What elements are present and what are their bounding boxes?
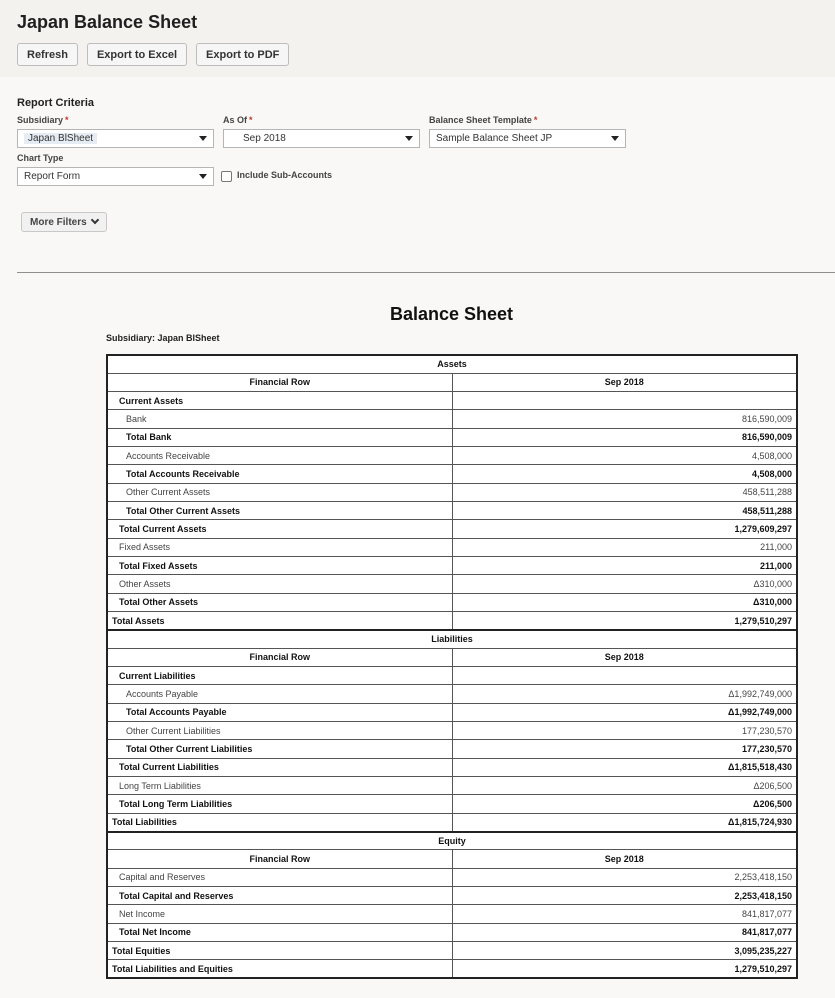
table-row — [107, 722, 797, 740]
table-row — [107, 612, 797, 630]
table-row — [107, 575, 797, 593]
more-filters-label: More Filters — [30, 216, 87, 228]
subsidiary-label: Subsidiary * — [17, 115, 69, 125]
more-filters-button[interactable] — [21, 212, 107, 232]
criteria-title: Report Criteria — [17, 97, 95, 109]
subsidiary-select[interactable] — [17, 129, 214, 148]
include-sub-accounts-checkbox[interactable] — [221, 171, 232, 182]
as-of-value: Sep 2018 — [243, 133, 286, 144]
row-value: Δ1,992,749,000 — [452, 703, 797, 721]
row-value: Δ1,992,749,000 — [452, 685, 797, 703]
table-row — [107, 777, 797, 795]
row-value: Δ1,815,518,430 — [452, 758, 797, 776]
row-value: Δ206,500 — [452, 795, 797, 813]
row-value: 841,817,077 — [452, 905, 797, 923]
caret-down-icon — [199, 174, 207, 179]
row-label: Total Fixed Assets — [107, 557, 452, 575]
required-mark: * — [65, 115, 69, 125]
table-row — [107, 887, 797, 905]
refresh-button[interactable]: Refresh — [17, 43, 78, 66]
row-label: Long Term Liabilities — [107, 777, 452, 795]
row-label: Total Other Current Liabilities — [107, 740, 452, 758]
as-of-label: As Of * — [223, 115, 253, 125]
table-row — [107, 942, 797, 960]
caret-down-icon — [611, 136, 619, 141]
table-row — [107, 868, 797, 886]
table-row — [107, 758, 797, 776]
row-label: Total Accounts Receivable — [107, 465, 452, 483]
toolbar — [17, 43, 818, 66]
column-header-financial-row: Financial Row — [107, 850, 452, 868]
row-label: Total Long Term Liabilities — [107, 795, 452, 813]
template-value: Sample Balance Sheet JP — [436, 133, 553, 144]
report-criteria — [0, 77, 835, 273]
row-label: Fixed Assets — [107, 538, 452, 556]
table-row — [107, 465, 797, 483]
table-row — [107, 593, 797, 611]
chart-type-label: Chart Type — [17, 153, 64, 163]
required-mark: * — [249, 115, 253, 125]
row-value: 177,230,570 — [452, 722, 797, 740]
row-value: 4,508,000 — [452, 447, 797, 465]
page-header — [0, 0, 835, 77]
required-mark: * — [533, 115, 538, 125]
table-row — [107, 685, 797, 703]
row-label: Total Current Assets — [107, 520, 452, 538]
table-row — [107, 740, 797, 758]
export-excel-button[interactable]: Export to Excel — [87, 43, 187, 66]
template-select[interactable] — [429, 129, 626, 148]
table-row — [107, 392, 797, 410]
row-label: Current Assets — [107, 392, 452, 410]
table-row — [107, 483, 797, 501]
section-header-row — [107, 832, 797, 850]
row-value: 1,279,609,297 — [452, 520, 797, 538]
column-header-row — [107, 373, 797, 391]
row-value: 1,279,510,297 — [452, 960, 797, 978]
section-header-row — [107, 630, 797, 648]
row-label: Net Income — [107, 905, 452, 923]
column-header-row — [107, 648, 797, 666]
section-header-row — [107, 355, 797, 373]
row-label: Total Other Current Assets — [107, 502, 452, 520]
as-of-select[interactable] — [223, 129, 420, 148]
report-title: Balance Sheet — [389, 304, 514, 324]
row-label: Accounts Receivable — [107, 447, 452, 465]
row-label: Total Capital and Reserves — [107, 887, 452, 905]
section-title: Assets — [107, 355, 797, 373]
row-value: 211,000 — [452, 538, 797, 556]
table-row — [107, 410, 797, 428]
row-value: 1,279,510,297 — [452, 612, 797, 630]
row-value: 4,508,000 — [452, 465, 797, 483]
table-row — [107, 905, 797, 923]
row-value: Δ1,815,724,930 — [452, 813, 797, 831]
row-label: Total Liabilities — [107, 813, 452, 831]
table-row — [107, 502, 797, 520]
row-value: 816,590,009 — [452, 410, 797, 428]
section-title: Equity — [107, 832, 797, 850]
row-value: 177,230,570 — [452, 740, 797, 758]
column-header-period: Sep 2018 — [452, 373, 797, 391]
chart-type-value: Report Form — [24, 171, 81, 182]
row-label: Other Assets — [107, 575, 452, 593]
column-header-period: Sep 2018 — [452, 850, 797, 868]
template-label: Balance Sheet Template * — [429, 115, 538, 125]
caret-down-icon — [199, 136, 207, 141]
table-row — [107, 520, 797, 538]
row-value: 458,511,288 — [452, 483, 797, 501]
caret-down-icon — [405, 136, 413, 141]
balance-sheet-table — [106, 354, 798, 979]
table-row — [107, 923, 797, 941]
export-pdf-button[interactable]: Export to PDF — [196, 43, 289, 66]
row-value: Δ206,500 — [452, 777, 797, 795]
row-label: Total Liabilities and Equities — [107, 960, 452, 978]
table-row — [107, 703, 797, 721]
subsidiary-value: Japan BlSheet — [24, 133, 97, 144]
row-label: Total Net Income — [107, 923, 452, 941]
column-header-financial-row: Financial Row — [107, 648, 452, 666]
page-title: Japan Balance Sheet — [17, 12, 198, 32]
row-label: Current Liabilities — [107, 667, 452, 685]
row-label: Accounts Payable — [107, 685, 452, 703]
include-sub-accounts-label: Include Sub-Accounts — [237, 170, 333, 180]
row-value: 2,253,418,150 — [452, 887, 797, 905]
table-row — [107, 447, 797, 465]
table-row — [107, 538, 797, 556]
row-label: Other Current Liabilities — [107, 722, 452, 740]
chevron-down-icon — [90, 216, 98, 224]
row-label: Capital and Reserves — [107, 868, 452, 886]
row-label: Other Current Assets — [107, 483, 452, 501]
row-value: 458,511,288 — [452, 502, 797, 520]
chart-type-select[interactable] — [17, 167, 214, 186]
row-label: Total Bank — [107, 428, 452, 446]
section-divider — [17, 272, 835, 273]
row-label: Total Other Assets — [107, 593, 452, 611]
table-row — [107, 813, 797, 831]
row-value: 816,590,009 — [452, 428, 797, 446]
column-header-financial-row: Financial Row — [107, 373, 452, 391]
table-row — [107, 428, 797, 446]
row-value — [452, 667, 797, 685]
column-header-period: Sep 2018 — [452, 648, 797, 666]
row-value: 841,817,077 — [452, 923, 797, 941]
row-value: 2,253,418,150 — [452, 868, 797, 886]
row-label: Total Equities — [107, 942, 452, 960]
table-row — [107, 795, 797, 813]
row-value — [452, 392, 797, 410]
table-row — [107, 960, 797, 978]
row-label: Bank — [107, 410, 452, 428]
column-header-row — [107, 850, 797, 868]
table-row — [107, 667, 797, 685]
table-row — [107, 557, 797, 575]
row-label: Total Assets — [107, 612, 452, 630]
row-value: Δ310,000 — [452, 593, 797, 611]
section-title: Liabilities — [107, 630, 797, 648]
row-label: Total Current Liabilities — [107, 758, 452, 776]
row-value: 211,000 — [452, 557, 797, 575]
report-subsidiary: Subsidiary: Japan BlSheet — [106, 333, 220, 343]
row-value: Δ310,000 — [452, 575, 797, 593]
row-value: 3,095,235,227 — [452, 942, 797, 960]
row-label: Total Accounts Payable — [107, 703, 452, 721]
